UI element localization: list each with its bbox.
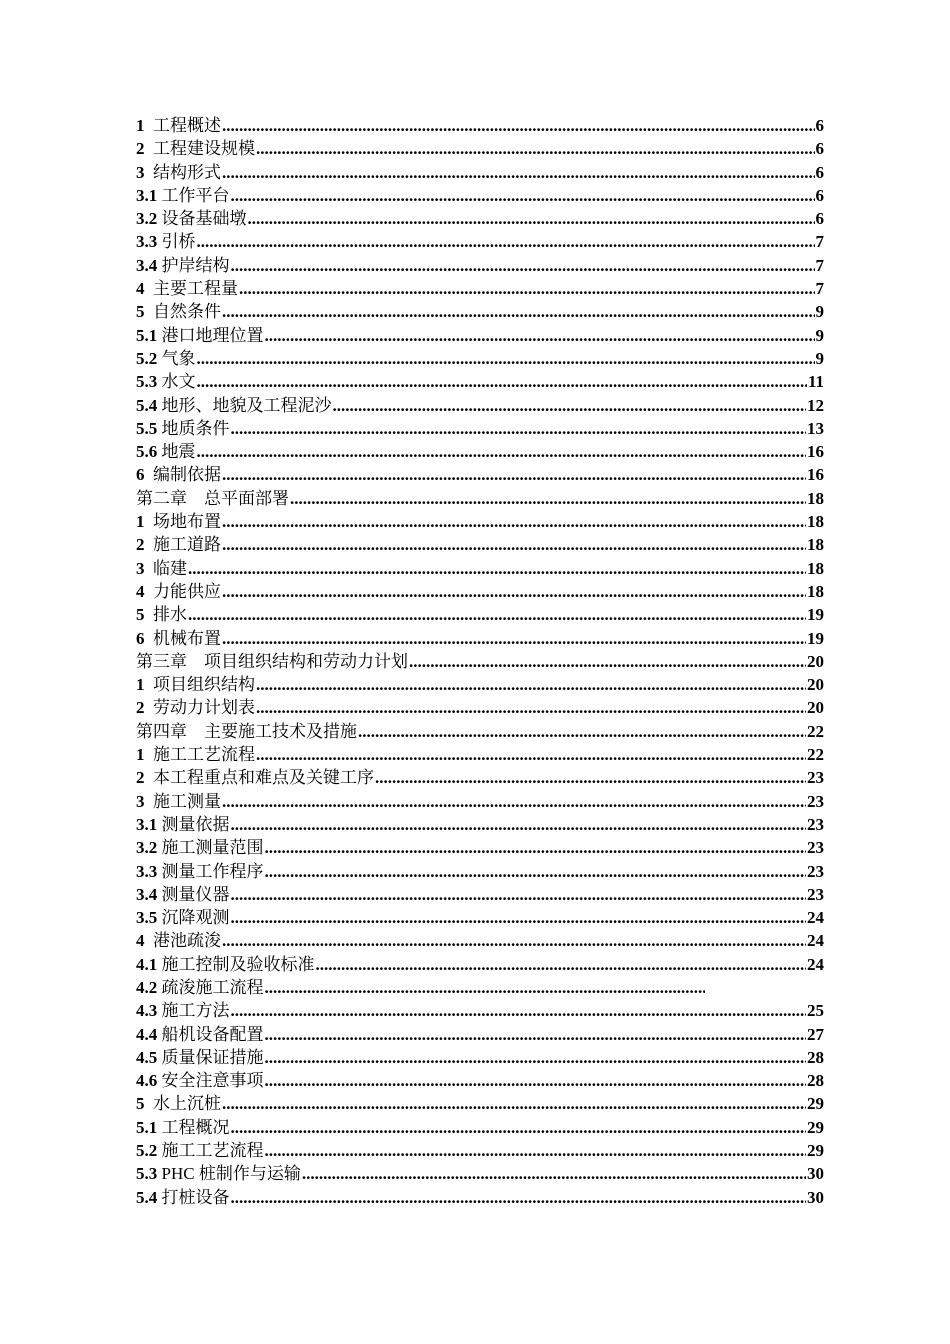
toc-entry-title: 临建 <box>153 558 187 578</box>
toc-entry-number: 1 <box>136 116 145 135</box>
toc-leader-dots <box>222 161 815 184</box>
toc-entry-title: 船机设备配置 <box>161 1024 264 1044</box>
toc-entry-label <box>136 137 255 160</box>
toc-entry-number: 5 <box>136 1094 145 1114</box>
toc-leader-dots <box>239 277 815 300</box>
toc-leader-dots <box>265 1046 807 1069</box>
toc-entry[interactable] <box>136 510 824 533</box>
toc-entry-page: 6 <box>815 116 824 135</box>
toc-entry[interactable] <box>136 1162 824 1185</box>
toc-entry[interactable] <box>136 230 824 253</box>
toc-entry-page: 20 <box>807 651 824 671</box>
toc-entry[interactable] <box>136 953 824 976</box>
toc-entry-page: 30 <box>807 1164 824 1184</box>
toc-entry[interactable] <box>136 463 824 486</box>
toc-entry-title: 主要工程量 <box>153 279 238 299</box>
toc-entry-title: 工程概况 <box>161 1117 230 1137</box>
toc-entry-number: 5.2 <box>136 1141 158 1161</box>
toc-entry-label <box>136 463 221 486</box>
toc-leader-dots <box>222 627 806 650</box>
toc-entry-title: 本工程重点和难点及关键工序 <box>153 768 374 788</box>
toc-entry-title: 编制依据 <box>153 465 221 485</box>
toc-entry-number: 5.6 <box>136 442 158 462</box>
toc-entry-title: 工程建设规模 <box>153 139 255 159</box>
toc-entry-number: 4 <box>136 581 145 601</box>
toc-entry-page: 28 <box>807 1071 824 1091</box>
toc-entry[interactable] <box>136 1139 824 1162</box>
toc-entry-number: 3.3 <box>136 232 158 252</box>
toc-leader-dots <box>248 207 815 230</box>
toc-entry-label <box>136 184 230 207</box>
toc-entry-title: 水文 <box>161 372 196 392</box>
toc-entry[interactable] <box>136 883 824 906</box>
toc-entry-number: 4.5 <box>136 1047 158 1067</box>
toc-entry-title: 设备基础墩 <box>161 209 247 229</box>
toc-entry-page: 29 <box>807 1141 824 1161</box>
toc-entry-label <box>136 813 230 836</box>
toc-entry[interactable] <box>136 1186 824 1209</box>
toc-entry-page: 16 <box>807 442 824 462</box>
toc-entry-page: 29 <box>807 1094 824 1114</box>
toc-leader-dots <box>409 650 806 673</box>
toc-entry-title: 项目组织结构 <box>153 675 255 695</box>
toc-entry-title: 地震 <box>161 442 196 462</box>
toc-entry-title: 施工道路 <box>153 535 221 555</box>
toc-entry-label <box>136 533 221 556</box>
toc-entry-label <box>136 1139 264 1162</box>
toc-leader-dots <box>265 860 807 883</box>
toc-entry-label <box>136 580 221 603</box>
toc-entry[interactable] <box>136 603 824 626</box>
toc-entry-page: 19 <box>807 605 824 625</box>
toc-entry-page: 23 <box>807 861 824 881</box>
toc-entry[interactable] <box>136 580 824 603</box>
toc-entry-title: 测量仪器 <box>161 884 230 904</box>
toc-entry-page: 18 <box>807 558 824 578</box>
toc-entry-number: 3.2 <box>136 838 158 858</box>
toc-entry-label <box>136 300 221 323</box>
toc-entry-title: 自然条件 <box>153 302 221 322</box>
toc-entry-page: 24 <box>807 931 824 951</box>
toc-entry-page: 23 <box>807 838 824 858</box>
toc-entry-page: 18 <box>807 535 824 555</box>
toc-leader-dots <box>316 953 807 976</box>
toc-entry-number: 5.3 <box>136 372 158 392</box>
toc-leader-dots <box>197 230 815 253</box>
toc-entry[interactable] <box>136 557 824 580</box>
toc-entry-title: 测量工作程序 <box>161 861 264 881</box>
toc-entry-number: 3.5 <box>136 908 158 928</box>
toc-leader-dots <box>231 417 807 440</box>
toc-entry-title: 气象 <box>161 348 196 368</box>
toc-entry-title: 安全注意事项 <box>161 1071 264 1091</box>
toc-entry-label <box>136 417 230 440</box>
toc-leader-dots <box>222 533 806 556</box>
toc-entry-number: 2 <box>136 535 145 555</box>
toc-entry-title: 第二章 总平面部署 <box>136 488 289 508</box>
toc-entry-title: 施工控制及验收标准 <box>161 954 315 974</box>
toc-leader-dots <box>222 929 806 952</box>
toc-entry-page: 6 <box>815 209 824 229</box>
toc-entry-page: 6 <box>815 162 824 182</box>
toc-entry-label <box>136 440 196 463</box>
toc-entry-page: 6 <box>815 139 824 159</box>
toc-leader-dots <box>231 883 807 906</box>
toc-entry-title: 施工测量 <box>153 791 221 811</box>
toc-entry-page: 28 <box>807 1047 824 1067</box>
toc-entry-title: 港池疏浚 <box>153 931 221 951</box>
toc-entry-page: 9 <box>815 325 824 345</box>
toc-entry[interactable] <box>136 254 824 277</box>
toc-entry-page: 23 <box>807 768 824 788</box>
toc-entry-label <box>136 650 408 673</box>
toc-leader-dots <box>231 184 815 207</box>
toc-leader-dots <box>302 1162 806 1185</box>
toc-entry-page: 16 <box>807 465 824 485</box>
toc-entry-label <box>136 114 221 137</box>
toc-leader-dots <box>265 1069 807 1092</box>
toc-entry-label <box>136 254 230 277</box>
toc-entry-number: 4.1 <box>136 954 158 974</box>
toc-leader-dots <box>265 836 807 859</box>
toc-entry-label <box>136 277 238 300</box>
toc-entry-label <box>136 696 255 719</box>
toc-entry-label <box>136 347 196 370</box>
toc-leader-dots <box>290 487 806 510</box>
toc-entry[interactable] <box>136 1116 824 1139</box>
toc-entry-page: 30 <box>807 1187 824 1207</box>
toc-entry-number: 1 <box>136 745 145 765</box>
toc-entry-number: 5.4 <box>136 1187 158 1207</box>
toc-entry-title: 引桥 <box>161 232 196 252</box>
toc-entry-title: 工作平台 <box>161 185 230 205</box>
toc-entry-number: 6 <box>136 628 145 648</box>
toc-leader-dots <box>222 1092 806 1115</box>
toc-leader-dots <box>265 1023 807 1046</box>
toc-entry[interactable] <box>136 417 824 440</box>
toc-entry-number: 5.5 <box>136 418 158 438</box>
toc-entry-page: 18 <box>807 488 824 508</box>
toc-entry-page: 7 <box>815 255 824 275</box>
toc-entry[interactable] <box>136 347 824 370</box>
toc-entry-page: 23 <box>807 884 824 904</box>
toc-entry-title: 第三章 项目组织结构和劳动力计划 <box>136 651 408 671</box>
toc-entry-title: 沉降观测 <box>161 908 230 928</box>
toc-entry-page: 20 <box>807 675 824 695</box>
toc-entry-label <box>136 1046 264 1069</box>
toc-entry[interactable] <box>136 184 824 207</box>
toc-entry-label <box>136 929 221 952</box>
toc-entry-page: 23 <box>807 814 824 834</box>
toc-entry-page: 19 <box>807 628 824 648</box>
toc-entry-label <box>136 603 187 626</box>
toc-leader-dots <box>375 766 806 789</box>
toc-entry-label <box>136 953 315 976</box>
toc-entry-number: 4.3 <box>136 1001 158 1021</box>
toc-entry-title: 施工工艺流程 <box>161 1141 264 1161</box>
toc-entry[interactable] <box>136 277 824 300</box>
toc-entry-label <box>136 883 230 906</box>
toc-entry-label <box>136 790 221 813</box>
toc-entry-page: 18 <box>807 581 824 601</box>
toc-entry-number: 5.4 <box>136 395 158 415</box>
toc-entry-number: 4 <box>136 279 145 299</box>
toc-entry-label <box>136 673 255 696</box>
toc-entry[interactable] <box>136 1046 824 1069</box>
toc-entry[interactable] <box>136 487 824 510</box>
toc-leader-dots <box>265 1139 807 1162</box>
toc-entry-label <box>136 1162 301 1185</box>
toc-entry-title: 排水 <box>153 605 187 625</box>
toc-entry-page: 6 <box>815 185 824 205</box>
toc-entry-label <box>136 1023 264 1046</box>
toc-entry[interactable] <box>136 114 824 137</box>
toc-entry-number: 3.2 <box>136 209 158 229</box>
table-of-contents <box>136 114 824 1209</box>
toc-entry[interactable] <box>136 696 824 719</box>
toc-entry-title: 打桩设备 <box>161 1187 230 1207</box>
toc-entry[interactable] <box>136 394 824 417</box>
toc-entry-title: 地形、地貌及工程泥沙 <box>161 395 332 415</box>
toc-leader-dots <box>256 696 806 719</box>
toc-leader-dots <box>231 1116 807 1139</box>
toc-entry-page: 18 <box>807 512 824 532</box>
toc-entry-label <box>136 230 196 253</box>
toc-leader-dots <box>256 743 806 766</box>
toc-entry[interactable] <box>136 906 824 929</box>
toc-entry[interactable] <box>136 976 824 999</box>
toc-entry-title: PHC 桩制作与运输 <box>161 1164 301 1184</box>
toc-entry-label <box>136 324 264 347</box>
toc-entry-page: 22 <box>807 721 824 741</box>
toc-leader-dots <box>256 137 815 160</box>
toc-entry-page: 24 <box>807 908 824 928</box>
toc-leader-dots <box>197 347 815 370</box>
toc-entry-page: 22 <box>807 745 824 765</box>
toc-leader-dots <box>222 580 806 603</box>
toc-entry-title: 劳动力计划表 <box>153 698 255 718</box>
toc-leader-dots <box>231 813 807 836</box>
toc-entry[interactable] <box>136 440 824 463</box>
toc-leader-dots <box>265 976 705 999</box>
toc-entry-label <box>136 720 357 743</box>
toc-entry-label <box>136 836 264 859</box>
toc-leader-dots <box>231 999 807 1022</box>
toc-entry-label <box>136 976 264 999</box>
toc-entry-number: 5 <box>136 302 145 322</box>
toc-leader-dots <box>231 254 815 277</box>
toc-entry-number: 5.1 <box>136 325 158 345</box>
toc-leader-dots <box>333 394 807 417</box>
toc-entry-label <box>136 161 221 184</box>
toc-entry[interactable] <box>136 813 824 836</box>
toc-entry-number: 4.2 <box>136 977 158 997</box>
toc-entry-label <box>136 510 221 533</box>
toc-leader-dots <box>222 114 815 137</box>
toc-entry-number: 2 <box>136 768 145 788</box>
toc-entry-title: 水上沉桩 <box>153 1094 221 1114</box>
toc-entry-number: 5.2 <box>136 348 158 368</box>
toc-leader-dots <box>197 440 807 463</box>
toc-entry-number: 3.1 <box>136 185 158 205</box>
toc-entry-number: 5 <box>136 605 145 625</box>
toc-entry-number: 5.1 <box>136 1117 158 1137</box>
toc-entry-page: 12 <box>807 395 824 415</box>
toc-entry[interactable] <box>136 836 824 859</box>
toc-entry-label <box>136 743 255 766</box>
toc-entry-label <box>136 370 196 393</box>
toc-entry[interactable] <box>136 207 824 230</box>
toc-entry-page: 23 <box>807 791 824 811</box>
toc-entry[interactable] <box>136 161 824 184</box>
toc-leader-dots <box>358 720 806 743</box>
toc-entry-number: 3.4 <box>136 255 158 275</box>
toc-entry-page: 20 <box>807 698 824 718</box>
toc-entry[interactable] <box>136 929 824 952</box>
toc-entry-number: 3 <box>136 791 145 811</box>
toc-entry[interactable] <box>136 999 824 1022</box>
toc-entry-number: 3.4 <box>136 884 158 904</box>
toc-leader-dots <box>222 300 815 323</box>
toc-entry[interactable] <box>136 790 824 813</box>
toc-leader-dots <box>256 673 806 696</box>
toc-entry-title: 施工方法 <box>161 1001 230 1021</box>
toc-entry-title: 场地布置 <box>153 512 221 532</box>
toc-entry-label <box>136 394 332 417</box>
toc-entry-page: 27 <box>807 1024 824 1044</box>
toc-entry-number: 3 <box>136 558 145 578</box>
toc-entry-number: 3.1 <box>136 814 158 834</box>
toc-entry-label <box>136 999 230 1022</box>
toc-entry-page: 7 <box>815 232 824 252</box>
toc-entry[interactable] <box>136 1092 824 1115</box>
toc-entry-number: 1 <box>136 675 145 695</box>
toc-entry-number: 3 <box>136 162 145 182</box>
toc-entry-label <box>136 1116 230 1139</box>
toc-entry-label <box>136 906 230 929</box>
toc-entry[interactable] <box>136 1023 824 1046</box>
toc-entry-title: 工程概述 <box>153 116 221 135</box>
toc-entry-number: 3.3 <box>136 861 158 881</box>
toc-entry-title: 力能供应 <box>153 581 221 601</box>
toc-leader-dots <box>222 510 806 533</box>
toc-leader-dots <box>231 1186 807 1209</box>
toc-entry-title: 施工测量范围 <box>161 838 264 858</box>
toc-entry-number: 2 <box>136 139 145 159</box>
toc-entry[interactable] <box>136 324 824 347</box>
toc-entry-label <box>136 1186 230 1209</box>
toc-entry-page: 9 <box>815 348 824 368</box>
toc-entry-title: 疏浚施工流程 <box>161 977 264 997</box>
toc-entry-number: 4.4 <box>136 1024 158 1044</box>
toc-entry-number: 5.3 <box>136 1164 158 1184</box>
toc-leader-dots <box>231 906 807 929</box>
toc-entry-title: 机械布置 <box>153 628 221 648</box>
toc-leader-dots <box>265 324 815 347</box>
toc-entry-page: 25 <box>807 1001 824 1021</box>
toc-entry[interactable] <box>136 743 824 766</box>
toc-entry[interactable] <box>136 627 824 650</box>
toc-entry-page: 9 <box>815 302 824 322</box>
toc-entry[interactable] <box>136 1069 824 1092</box>
toc-entry-page: 7 <box>815 279 824 299</box>
toc-entry[interactable] <box>136 370 824 393</box>
toc-entry-label <box>136 487 289 510</box>
toc-entry-label <box>136 557 187 580</box>
toc-entry-title: 施工工艺流程 <box>153 745 255 765</box>
toc-entry-number: 1 <box>136 512 145 532</box>
toc-entry-page: 11 <box>807 372 824 392</box>
toc-entry-label <box>136 627 221 650</box>
toc-leader-dots <box>197 370 807 393</box>
toc-entry-page: 24 <box>807 954 824 974</box>
toc-entry-title: 港口地理位置 <box>161 325 264 345</box>
toc-entry[interactable] <box>136 673 824 696</box>
toc-entry[interactable] <box>136 766 824 789</box>
toc-entry-title: 结构形式 <box>153 162 221 182</box>
toc-entry-title: 测量依据 <box>161 814 230 834</box>
toc-entry-label <box>136 207 247 230</box>
toc-entry-title: 护岸结构 <box>161 255 230 275</box>
toc-entry-label <box>136 860 264 883</box>
toc-entry-number: 6 <box>136 465 145 485</box>
toc-entry-label <box>136 1069 264 1092</box>
toc-entry-number: 4 <box>136 931 145 951</box>
toc-entry-title: 地质条件 <box>161 418 230 438</box>
toc-entry-number: 2 <box>136 698 145 718</box>
toc-leader-dots <box>222 463 806 486</box>
toc-entry[interactable] <box>136 860 824 883</box>
toc-leader-dots <box>222 790 806 813</box>
toc-entry-number: 4.6 <box>136 1071 158 1091</box>
toc-entry[interactable] <box>136 137 824 160</box>
toc-entry-label <box>136 1092 221 1115</box>
toc-entry[interactable] <box>136 650 824 673</box>
toc-entry-page: 13 <box>807 418 824 438</box>
toc-entry[interactable] <box>136 300 824 323</box>
toc-entry[interactable] <box>136 533 824 556</box>
toc-leader-dots <box>188 603 806 626</box>
toc-entry-title: 质量保证措施 <box>161 1047 264 1067</box>
toc-entry-title: 第四章 主要施工技术及措施 <box>136 721 357 741</box>
toc-entry[interactable] <box>136 720 824 743</box>
toc-entry-label <box>136 766 374 789</box>
toc-entry-page: 29 <box>807 1117 824 1137</box>
toc-leader-dots <box>188 557 806 580</box>
